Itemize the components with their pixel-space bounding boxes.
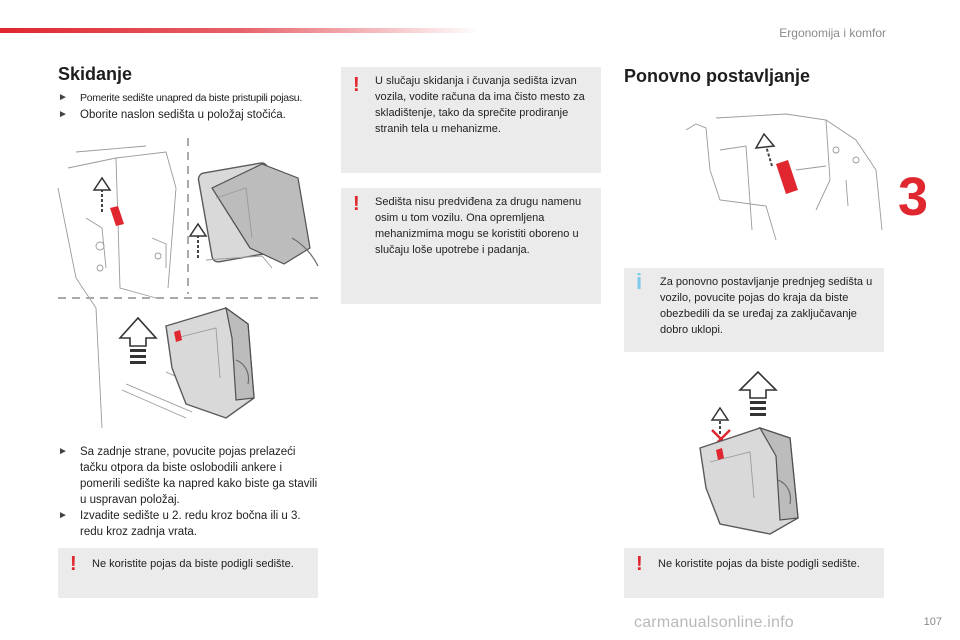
arrow-up-icon <box>712 408 728 434</box>
arrow-up-icon <box>94 178 110 212</box>
arrow-bullet-icon: ► <box>58 446 68 457</box>
arrow-bullet-icon: ► <box>58 92 68 103</box>
warning-box: ! Ne koristite pojas da biste podigli sedište. <box>624 548 884 598</box>
arrow-bullet-icon: ► <box>58 510 68 521</box>
warning-box: ! Sedišta nisu predviđena za drugu namenu osim u tom vozilu. Ona opremljena mehanizmima mogu se koristiti oboreno u slučaju loše upotrebe i padanja. <box>341 188 601 304</box>
step-item: ► Izvadite sedište u 2. redu kroz bočna ili u 3. redu kroz zadnja vrata. <box>58 510 301 538</box>
seat-reinstall-illustration <box>690 368 810 540</box>
exclamation-warning-icon: ! <box>636 553 643 575</box>
strap-red-icon <box>776 160 798 194</box>
step-item: ► Sa zadnje strane, povucite pojas prelazeći tačku otpora da biste oslobodili ankere i pomerili sedište ka napred kako biste ga stavili u uspravan položaj. <box>58 446 318 506</box>
watermark: carmanualsonline.info <box>634 614 794 631</box>
arrow-up-icon <box>756 134 774 166</box>
info-box: i Za ponovno postavljanje prednjeg sedišta u vozilo, povucite pojas do kraja da biste obezbedili da se uređaj za zaključavanje dobro uklopi. <box>624 268 884 352</box>
strap-red-icon <box>110 206 124 226</box>
step-item: ► Pomerite sedište unapred da biste pristupili pojasu. <box>58 92 302 104</box>
step-item: ► Oborite naslon sedišta u položaj stočića. <box>58 109 286 121</box>
reinstall-vehicle-illustration <box>676 110 886 246</box>
seat-removal-illustration <box>56 128 322 432</box>
exclamation-warning-icon: ! <box>70 553 77 575</box>
header-accent-bar <box>0 28 480 33</box>
arrow-up-icon <box>120 318 156 364</box>
warning-box: ! U slučaju skidanja i čuvanja sedišta izvan vozila, vodite računa da ima čisto mesto za skladištenje, tako da sprečite prodiranje stranih tela u mehanizme. <box>341 67 601 173</box>
chapter-number: 3 <box>898 167 929 227</box>
exclamation-warning-icon: ! <box>353 74 360 96</box>
arrow-up-icon <box>190 224 206 258</box>
page-number: 107 <box>923 616 942 628</box>
arrow-up-icon <box>740 372 776 416</box>
warning-box: ! Ne koristite pojas da biste podigli sedište. <box>58 548 318 598</box>
reinstall-title: Ponovno postavljanje <box>624 66 811 86</box>
arrow-bullet-icon: ► <box>58 109 68 120</box>
removal-title: Skidanje <box>58 64 133 84</box>
exclamation-warning-icon: ! <box>353 193 360 215</box>
section-title: Ergonomija i komfor <box>779 26 886 40</box>
info-icon: i <box>636 269 643 294</box>
